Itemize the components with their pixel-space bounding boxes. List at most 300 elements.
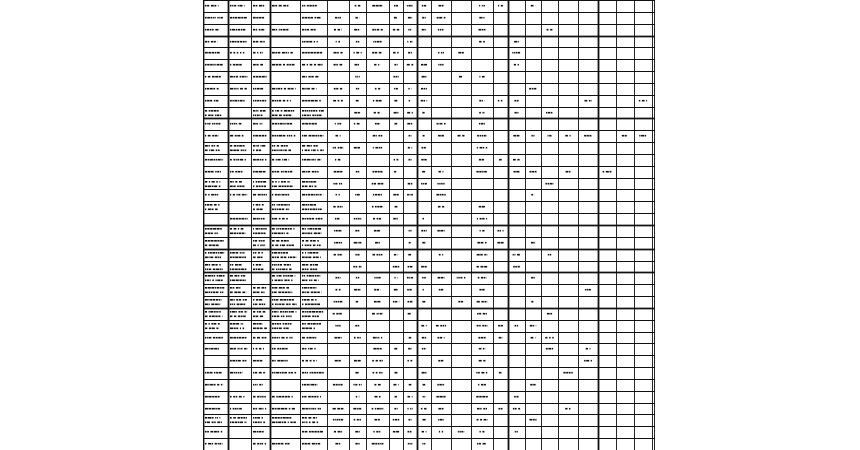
cell-text-glyph: [265, 443, 266, 445]
cell-text-glyph: [336, 135, 339, 137]
cell-text-glyph: [421, 183, 422, 185]
cell-text-glyph: [284, 159, 287, 161]
cell-text-glyph: [286, 328, 289, 330]
cell-text-glyph: [259, 299, 262, 301]
cell-text-glyph: [533, 325, 534, 327]
cell-text-glyph: [208, 396, 211, 398]
cell-text-glyph: [274, 292, 277, 294]
cell-text-glyph: [218, 252, 219, 254]
cell-text-glyph: [312, 422, 315, 424]
cell-text-glyph: [318, 443, 320, 445]
cell-text-glyph: [338, 29, 340, 31]
cell-text-glyph: [220, 269, 222, 271]
cell-text-glyph: [220, 287, 222, 289]
cell-text-glyph: [308, 443, 311, 445]
cell-text-glyph: [316, 443, 318, 445]
cell-text-glyph: [253, 204, 254, 206]
cell-text-glyph: [291, 280, 292, 282]
cell-text-glyph: [230, 228, 232, 230]
cell-text-glyph: [222, 292, 223, 294]
cell-text-glyph: [378, 194, 380, 196]
cell-text-glyph: [208, 186, 211, 188]
cell-text-glyph: [256, 316, 259, 318]
cell-text-glyph: [245, 422, 246, 424]
cell-text-glyph: [394, 17, 397, 19]
cell-text-glyph: [310, 209, 312, 211]
cell-text-glyph: [442, 29, 444, 31]
cell-text-glyph: [237, 135, 240, 137]
cell-text-glyph: [356, 171, 357, 173]
cell-text-glyph: [380, 313, 382, 315]
cell-text-glyph: [477, 313, 479, 315]
cell-text-glyph: [436, 396, 439, 398]
cell-text-glyph: [304, 41, 306, 43]
cell-text-glyph: [426, 325, 427, 327]
cell-text-glyph: [235, 264, 238, 266]
cell-text-glyph: [549, 135, 551, 137]
cell-text-glyph: [237, 408, 238, 410]
cell-text-glyph: [283, 100, 285, 102]
cell-text-glyph: [205, 443, 207, 445]
cell-text-glyph: [421, 325, 424, 327]
cell-text-glyph: [302, 100, 305, 102]
cell-text-glyph: [212, 252, 215, 254]
cell-text-glyph: [236, 328, 238, 330]
cell-text-glyph: [214, 159, 216, 161]
cell-text-glyph: [230, 316, 232, 318]
cell-text-glyph: [393, 419, 395, 421]
cell-text-glyph: [253, 311, 255, 313]
cell-text-glyph: [373, 372, 375, 374]
cell-text-glyph: [257, 443, 259, 445]
cell-text-glyph: [340, 277, 341, 279]
cell-text-glyph: [395, 396, 397, 398]
cell-text-glyph: [302, 396, 304, 398]
cell-text-glyph: [253, 181, 254, 183]
cell-text-glyph: [255, 417, 257, 419]
cell-text-glyph: [274, 252, 277, 254]
cell-text-glyph: [272, 181, 274, 183]
cell-text-glyph: [205, 372, 206, 374]
cell-text-glyph: [482, 135, 484, 137]
cell-text-glyph: [272, 123, 274, 125]
cell-text-glyph: [213, 64, 214, 66]
cell-text-glyph: [411, 419, 412, 421]
cell-text-glyph: [376, 100, 378, 102]
cell-text-glyph: [205, 76, 206, 78]
cell-text-glyph: [211, 41, 213, 43]
cell-text-glyph: [394, 277, 395, 279]
cell-text-glyph: [210, 311, 213, 313]
cell-text-glyph: [242, 257, 244, 259]
cell-text-glyph: [232, 311, 235, 313]
cell-text-glyph: [278, 233, 281, 235]
cell-text-glyph: [375, 206, 377, 208]
cell-text-glyph: [339, 313, 342, 315]
cell-text-glyph: [232, 264, 234, 266]
cell-text-glyph: [215, 29, 218, 31]
cell-text-glyph: [517, 159, 519, 161]
cell-text-glyph: [302, 269, 304, 271]
cell-text-glyph: [306, 76, 307, 78]
cell-text-glyph: [216, 299, 218, 301]
cell-text-glyph: [310, 181, 312, 183]
cell-text-glyph: [486, 396, 488, 398]
cell-text-glyph: [261, 257, 263, 259]
cell-text-glyph: [278, 228, 279, 230]
cell-text-glyph: [288, 228, 290, 230]
cell-text-glyph: [260, 88, 263, 90]
cell-text-glyph: [255, 135, 258, 137]
cell-text-glyph: [334, 52, 337, 54]
cell-text-glyph: [288, 396, 290, 398]
cell-text-glyph: [233, 150, 236, 152]
data-table: [203, 0, 655, 450]
cell-text-glyph: [314, 194, 315, 196]
cell-text-glyph: [483, 443, 486, 445]
cell-text-glyph: [534, 242, 535, 244]
cell-text-glyph: [516, 396, 518, 398]
cell-text-glyph: [290, 257, 292, 259]
cell-text-glyph: [274, 135, 276, 137]
cell-text-glyph: [292, 299, 294, 301]
cell-text-glyph: [307, 5, 309, 7]
cell-text-glyph: [376, 360, 378, 362]
cell-text-glyph: [272, 396, 275, 398]
cell-text-glyph: [262, 396, 264, 398]
cell-text-glyph: [274, 328, 276, 330]
cell-text-glyph: [531, 277, 534, 279]
cell-text-glyph: [276, 29, 278, 31]
cell-text-glyph: [356, 88, 357, 90]
cell-text-glyph: [336, 242, 338, 244]
cell-text-glyph: [256, 5, 258, 7]
cell-text-glyph: [242, 76, 245, 78]
cell-text-glyph: [274, 171, 276, 173]
cell-text-glyph: [317, 431, 319, 433]
cell-text-glyph: [358, 112, 360, 114]
cell-text-glyph: [262, 287, 265, 289]
cell-text-glyph: [310, 64, 313, 66]
cell-text-glyph: [253, 292, 256, 294]
cell-text-glyph: [239, 186, 241, 188]
cell-text-glyph: [210, 257, 213, 259]
cell-text-glyph: [220, 115, 222, 117]
cell-text-glyph: [230, 280, 231, 282]
cell-text-glyph: [411, 159, 412, 161]
cell-text-glyph: [219, 181, 220, 183]
cell-text-glyph: [272, 408, 274, 410]
cell-text-glyph: [285, 348, 287, 350]
cell-text-glyph: [374, 384, 376, 386]
cell-text-glyph: [235, 269, 238, 271]
cell-text-glyph: [256, 29, 257, 31]
cell-text-glyph: [423, 218, 424, 220]
cell-text-glyph: [212, 123, 214, 125]
cell-text-glyph: [622, 135, 625, 137]
cell-text-glyph: [230, 233, 233, 235]
cell-text-glyph: [458, 135, 461, 137]
cell-text-glyph: [422, 112, 424, 114]
cell-text-glyph: [313, 257, 316, 259]
cell-text-glyph: [395, 206, 398, 208]
cell-text-glyph: [309, 275, 312, 277]
cell-text-glyph: [233, 194, 235, 196]
cell-text-glyph: [275, 304, 277, 306]
cell-text-glyph: [238, 228, 239, 230]
cell-text-glyph: [288, 316, 290, 318]
cell-text-glyph: [259, 5, 262, 7]
cell-text-glyph: [241, 218, 244, 220]
cell-text-glyph: [279, 218, 281, 220]
cell-text-glyph: [215, 257, 217, 259]
cell-text-glyph: [277, 316, 279, 318]
cell-text-glyph: [358, 64, 360, 66]
cell-text-glyph: [287, 64, 289, 66]
cell-text-glyph: [422, 443, 423, 445]
cell-text-glyph: [306, 171, 307, 173]
cell-text-glyph: [421, 100, 423, 102]
cell-text-glyph: [253, 348, 254, 350]
cell-text-glyph: [552, 348, 553, 350]
cell-text-glyph: [409, 159, 411, 161]
cell-text-glyph: [407, 5, 408, 7]
cell-text-glyph: [458, 431, 459, 433]
cell-text-glyph: [253, 360, 256, 362]
cell-text-glyph: [241, 171, 243, 173]
cell-text-glyph: [375, 443, 377, 445]
cell-text-glyph: [443, 52, 444, 54]
cell-text-glyph: [307, 64, 308, 66]
cell-text-glyph: [341, 183, 343, 185]
cell-text-glyph: [304, 396, 306, 398]
cell-text-glyph: [230, 311, 231, 313]
cell-text-glyph: [265, 100, 266, 102]
cell-text-glyph: [315, 384, 317, 386]
cell-text-glyph: [411, 123, 412, 125]
cell-text-glyph: [239, 348, 240, 350]
cell-text-glyph: [319, 245, 321, 247]
cell-text-glyph: [310, 240, 312, 242]
cell-text-glyph: [278, 252, 281, 254]
cell-text-glyph: [586, 348, 588, 350]
cell-text-glyph: [302, 194, 305, 196]
cell-text-glyph: [311, 372, 313, 374]
cell-text-glyph: [394, 289, 397, 291]
cell-text-glyph: [375, 29, 376, 31]
cell-text-glyph: [372, 408, 374, 410]
cell-text-glyph: [292, 64, 295, 66]
cell-text-glyph: [291, 110, 293, 112]
cell-text-glyph: [276, 228, 277, 230]
cell-text-glyph: [482, 431, 484, 433]
cell-text-glyph: [234, 123, 236, 125]
cell-text-glyph: [357, 76, 358, 78]
cell-text-glyph: [208, 41, 210, 43]
cell-text-glyph: [278, 443, 280, 445]
cell-text-glyph: [421, 408, 423, 410]
cell-text-glyph: [513, 266, 515, 268]
cell-text-glyph: [238, 5, 239, 7]
cell-text-glyph: [530, 171, 532, 173]
cell-text-glyph: [263, 292, 264, 294]
cell-text-glyph: [274, 233, 277, 235]
cell-text-glyph: [422, 348, 423, 350]
cell-text-glyph: [479, 29, 482, 31]
cell-text-glyph: [209, 292, 211, 294]
cell-text-glyph: [302, 287, 303, 289]
cell-text-glyph: [274, 204, 275, 206]
cell-text-glyph: [275, 280, 278, 282]
cell-text-glyph: [216, 100, 219, 102]
cell-text-glyph: [234, 88, 235, 90]
cell-text-glyph: [207, 123, 208, 125]
cell-text-glyph: [333, 206, 335, 208]
cell-text-glyph: [311, 100, 314, 102]
cell-text-glyph: [278, 150, 279, 152]
cell-text-glyph: [322, 372, 324, 374]
cell-text-glyph: [550, 183, 553, 185]
cell-text-glyph: [376, 372, 378, 374]
cell-text-glyph: [336, 301, 338, 303]
cell-text-glyph: [517, 254, 520, 256]
cell-text-glyph: [310, 372, 311, 374]
cell-text-glyph: [244, 17, 247, 19]
cell-text-glyph: [482, 159, 484, 161]
cell-text-glyph: [236, 150, 239, 152]
cell-text-glyph: [210, 372, 213, 374]
cell-text-glyph: [442, 408, 444, 410]
cell-text-glyph: [481, 277, 483, 279]
cell-text-glyph: [219, 264, 220, 266]
cell-text-glyph: [230, 360, 232, 362]
cell-text-glyph: [230, 269, 231, 271]
cell-text-glyph: [565, 408, 567, 410]
cell-text-glyph: [356, 218, 358, 220]
cell-text-glyph: [425, 76, 426, 78]
cell-text-glyph: [533, 384, 535, 386]
cell-text-glyph: [236, 159, 237, 161]
cell-text-glyph: [356, 52, 359, 54]
cell-text-glyph: [376, 431, 378, 433]
cell-text-glyph: [256, 150, 258, 152]
cell-text-glyph: [280, 269, 282, 271]
cell-text-glyph: [205, 228, 207, 230]
cell-text-glyph: [230, 17, 232, 19]
cell-text-glyph: [279, 64, 281, 66]
cell-text-glyph: [320, 194, 322, 196]
cell-text-glyph: [284, 264, 286, 266]
cell-text-glyph: [517, 325, 518, 327]
cell-text-glyph: [218, 150, 220, 152]
cell-text-glyph: [205, 64, 207, 66]
cell-text-glyph: [512, 52, 513, 54]
cell-text-glyph: [232, 41, 235, 43]
cell-text-glyph: [312, 218, 314, 220]
cell-text-glyph: [287, 204, 288, 206]
cell-text-glyph: [584, 135, 586, 137]
cell-text-glyph: [305, 88, 306, 90]
cell-text-glyph: [255, 115, 257, 117]
cell-text-glyph: [253, 396, 256, 398]
cell-text-glyph: [208, 52, 211, 54]
cell-text-glyph: [396, 5, 398, 7]
cell-text-glyph: [244, 348, 247, 350]
cell-text-glyph: [482, 100, 483, 102]
cell-text-glyph: [307, 88, 310, 90]
cell-text-glyph: [311, 304, 314, 306]
cell-text-glyph: [302, 76, 305, 78]
cell-text-glyph: [261, 145, 262, 147]
cell-text-glyph: [408, 396, 411, 398]
cell-text-glyph: [305, 209, 307, 211]
cell-text-glyph: [207, 100, 210, 102]
cell-text-glyph: [393, 29, 395, 31]
cell-text-glyph: [514, 100, 516, 102]
cell-text-glyph: [374, 112, 376, 114]
cell-text-glyph: [306, 240, 309, 242]
cell-text-glyph: [407, 277, 409, 279]
cell-text-glyph: [272, 100, 274, 102]
cell-text-glyph: [355, 76, 356, 78]
cell-text-glyph: [479, 348, 482, 350]
cell-text-glyph: [479, 360, 482, 362]
cell-text-glyph: [304, 135, 307, 137]
cell-text-glyph: [373, 194, 374, 196]
cell-text-glyph: [457, 277, 458, 279]
cell-text-glyph: [313, 145, 315, 147]
cell-text-glyph: [280, 348, 281, 350]
cell-text-glyph: [314, 348, 315, 350]
cell-text-glyph: [286, 337, 288, 339]
cell-text-glyph: [441, 277, 444, 279]
cell-text-glyph: [479, 171, 481, 173]
cell-text-glyph: [208, 194, 209, 196]
cell-text-glyph: [264, 186, 266, 188]
cell-text-glyph: [545, 183, 547, 185]
cell-text-glyph: [483, 348, 484, 350]
cell-text-glyph: [375, 147, 378, 149]
cell-text-glyph: [302, 218, 305, 220]
cell-text-glyph: [302, 233, 305, 235]
cell-text-glyph: [319, 323, 321, 325]
cell-text-glyph: [282, 348, 285, 350]
cell-text-glyph: [259, 29, 261, 31]
cell-text-glyph: [316, 110, 317, 112]
cell-text-glyph: [284, 186, 286, 188]
cell-text-glyph: [375, 41, 376, 43]
cell-text-glyph: [272, 280, 273, 282]
cell-text-glyph: [479, 5, 480, 7]
cell-text-glyph: [305, 431, 307, 433]
cell-text-glyph: [374, 64, 376, 66]
cell-text-glyph: [219, 372, 222, 374]
cell-text-glyph: [313, 287, 315, 289]
cell-text-glyph: [238, 17, 241, 19]
cell-text-glyph: [479, 289, 481, 291]
cell-text-glyph: [398, 384, 399, 386]
cell-text-glyph: [442, 5, 444, 7]
cell-text-glyph: [230, 88, 233, 90]
cell-text-glyph: [479, 443, 481, 445]
cell-text-glyph: [484, 17, 485, 19]
cell-text-glyph: [256, 264, 258, 266]
cell-text-glyph: [275, 194, 277, 196]
cell-text-glyph: [444, 230, 445, 232]
cell-text-glyph: [424, 348, 425, 350]
cell-text-glyph: [376, 5, 379, 7]
cell-text-glyph: [360, 419, 361, 421]
